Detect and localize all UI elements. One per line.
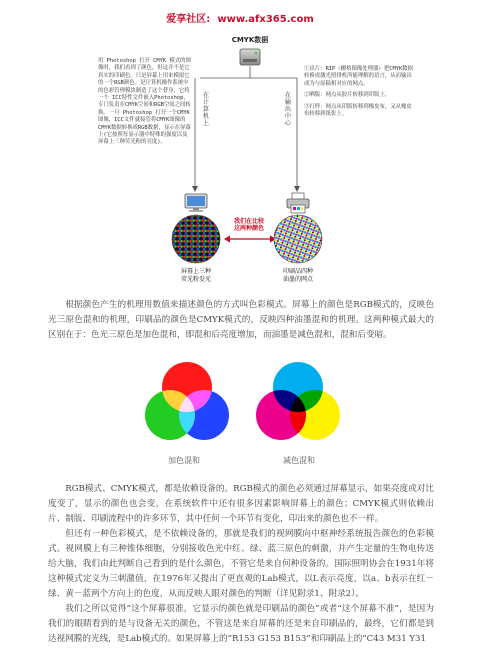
printer-icon: [285, 192, 311, 214]
rgb-phosphor-circle: [171, 214, 221, 264]
left-explanation-note: 用 Photoshop 打开 CMYK 模式的图像时，我们看到了颜色，但这并不是它真实的印刷色。只是屏幕上用来模拟它的一个RGB颜色。是计算机操作系统中的色彩管理模块制造了这个替身，它将一个 ICC特性文件嵌入Photoshop，专门负责在CMYK空间和RGB空间之间转换。一旦 Photoshop 打开一个CMYK图像，ICC文件就接管将CMYK图像的CMYK数据转换成RGB数据，显示在屏幕上(它按照每显示器中特殊的强度以及屏幕上三种荧光粉的亮度)。: [98, 58, 191, 146]
paragraph-screen-accuracy: 我们之所以觉得“这个屏幕很准，它显示的颜色就是印刷品的颜色”或者“这个屏幕不准”，是因为我们的眼睛看到的是与设备无关的颜色，不管这是来自屏幕的还是来自印刷品的，最终，它们都是到达视网膜的光线，是Lab模式的。如果屏幕上的“R153 G153 B153”和印刷品上的“C43 M31 Y31: [48, 604, 434, 644]
on-computer-label: 在计算机上: [202, 92, 210, 127]
subtractive-mixing-diagram: [248, 355, 348, 455]
screen-phosphor-caption: 屏幕上三种 荧光粉发光: [180, 268, 211, 283]
body-text-block: [48, 482, 434, 647]
cmyk-halftone-circle: [273, 214, 323, 264]
step-plate-making: ②晒版：网点从胶片转移到印版上。: [304, 92, 391, 99]
paragraph-lab-model: 但还有一种色彩模式，是不依赖设备的，那就是我们的视网膜向中枢神经系统报告颜色的色彩模式。视网膜上有三种锥体细胞，分别接收色光中红、绿、蓝三原色的刺激，并产生定量的生物电传送给大脑，我们由此判断自己看到的是什么颜色，不管它是来自何种设备的。国际照明协会在1931年将这种模式定义为三刺激值，在1976年又提出了更直观的Lab模式，以L表示亮度，以a、b表示在红－绿、黄－蓝两个方向上的色度，从而反映人眼对颜色的判断（详见附录1、附录2）。: [48, 529, 434, 599]
site-logo: 爱享社区:: [166, 14, 211, 25]
paragraph-color-models: 根据颜色产生的机理用数值来描述颜色的方式叫色彩模式。屏幕上的颜色是RGB模式的，反映色光三原色混和的机理，印刷品的颜色是CMYK模式的，反映四种油墨混和的机理。这两种模式最大的区别在于：色光三原色是加色混和，即混和后亮度增加，而油墨是减色混和，混和后变暗。: [48, 300, 434, 340]
double-arrow-icon: [224, 234, 276, 244]
intro-paragraph-block: [48, 298, 434, 343]
compare-label: 我们在比较 这两种颜色: [233, 218, 264, 232]
paragraph-device-dependent: RGB模式、CMYK模式，都是依赖设备的。RGB模式的颜色必须通过屏幕显示，如果亮度或对比度变了，显示的颜色也会变，在系统软件中还有很多因素影响屏幕上的颜色；CMYK模式则依赖出片、制版、印刷流程中的许多环节，其中任何一个环节有变化，印出来的颜色也不一样。: [48, 484, 434, 524]
additive-mixing-diagram: [137, 355, 237, 455]
step-proofing: ③打样：网点从印版转移到橡皮布，又从橡皮布转移到纸张上。: [304, 103, 412, 118]
subtractive-label: 减色混和: [283, 456, 315, 465]
flow-connectors: [0, 0, 480, 300]
output-center-label: 在输出中心: [284, 92, 292, 127]
output-steps: [304, 66, 416, 118]
additive-label: 加色混和: [168, 456, 200, 465]
print-dots-caption: 印刷品四种 油墨的网点: [282, 268, 313, 283]
monitor-icon: [183, 193, 209, 213]
site-url[interactable]: www.afx365.com: [217, 14, 314, 25]
cmyk-data-title: CMYK数据: [231, 36, 269, 44]
step-film-output: ①出片：RIP（栅格图像处理器）把CMYK数据转换成激光照排机所能理解的语言，从而输出成为与原稿相对应的网点。: [304, 66, 413, 87]
